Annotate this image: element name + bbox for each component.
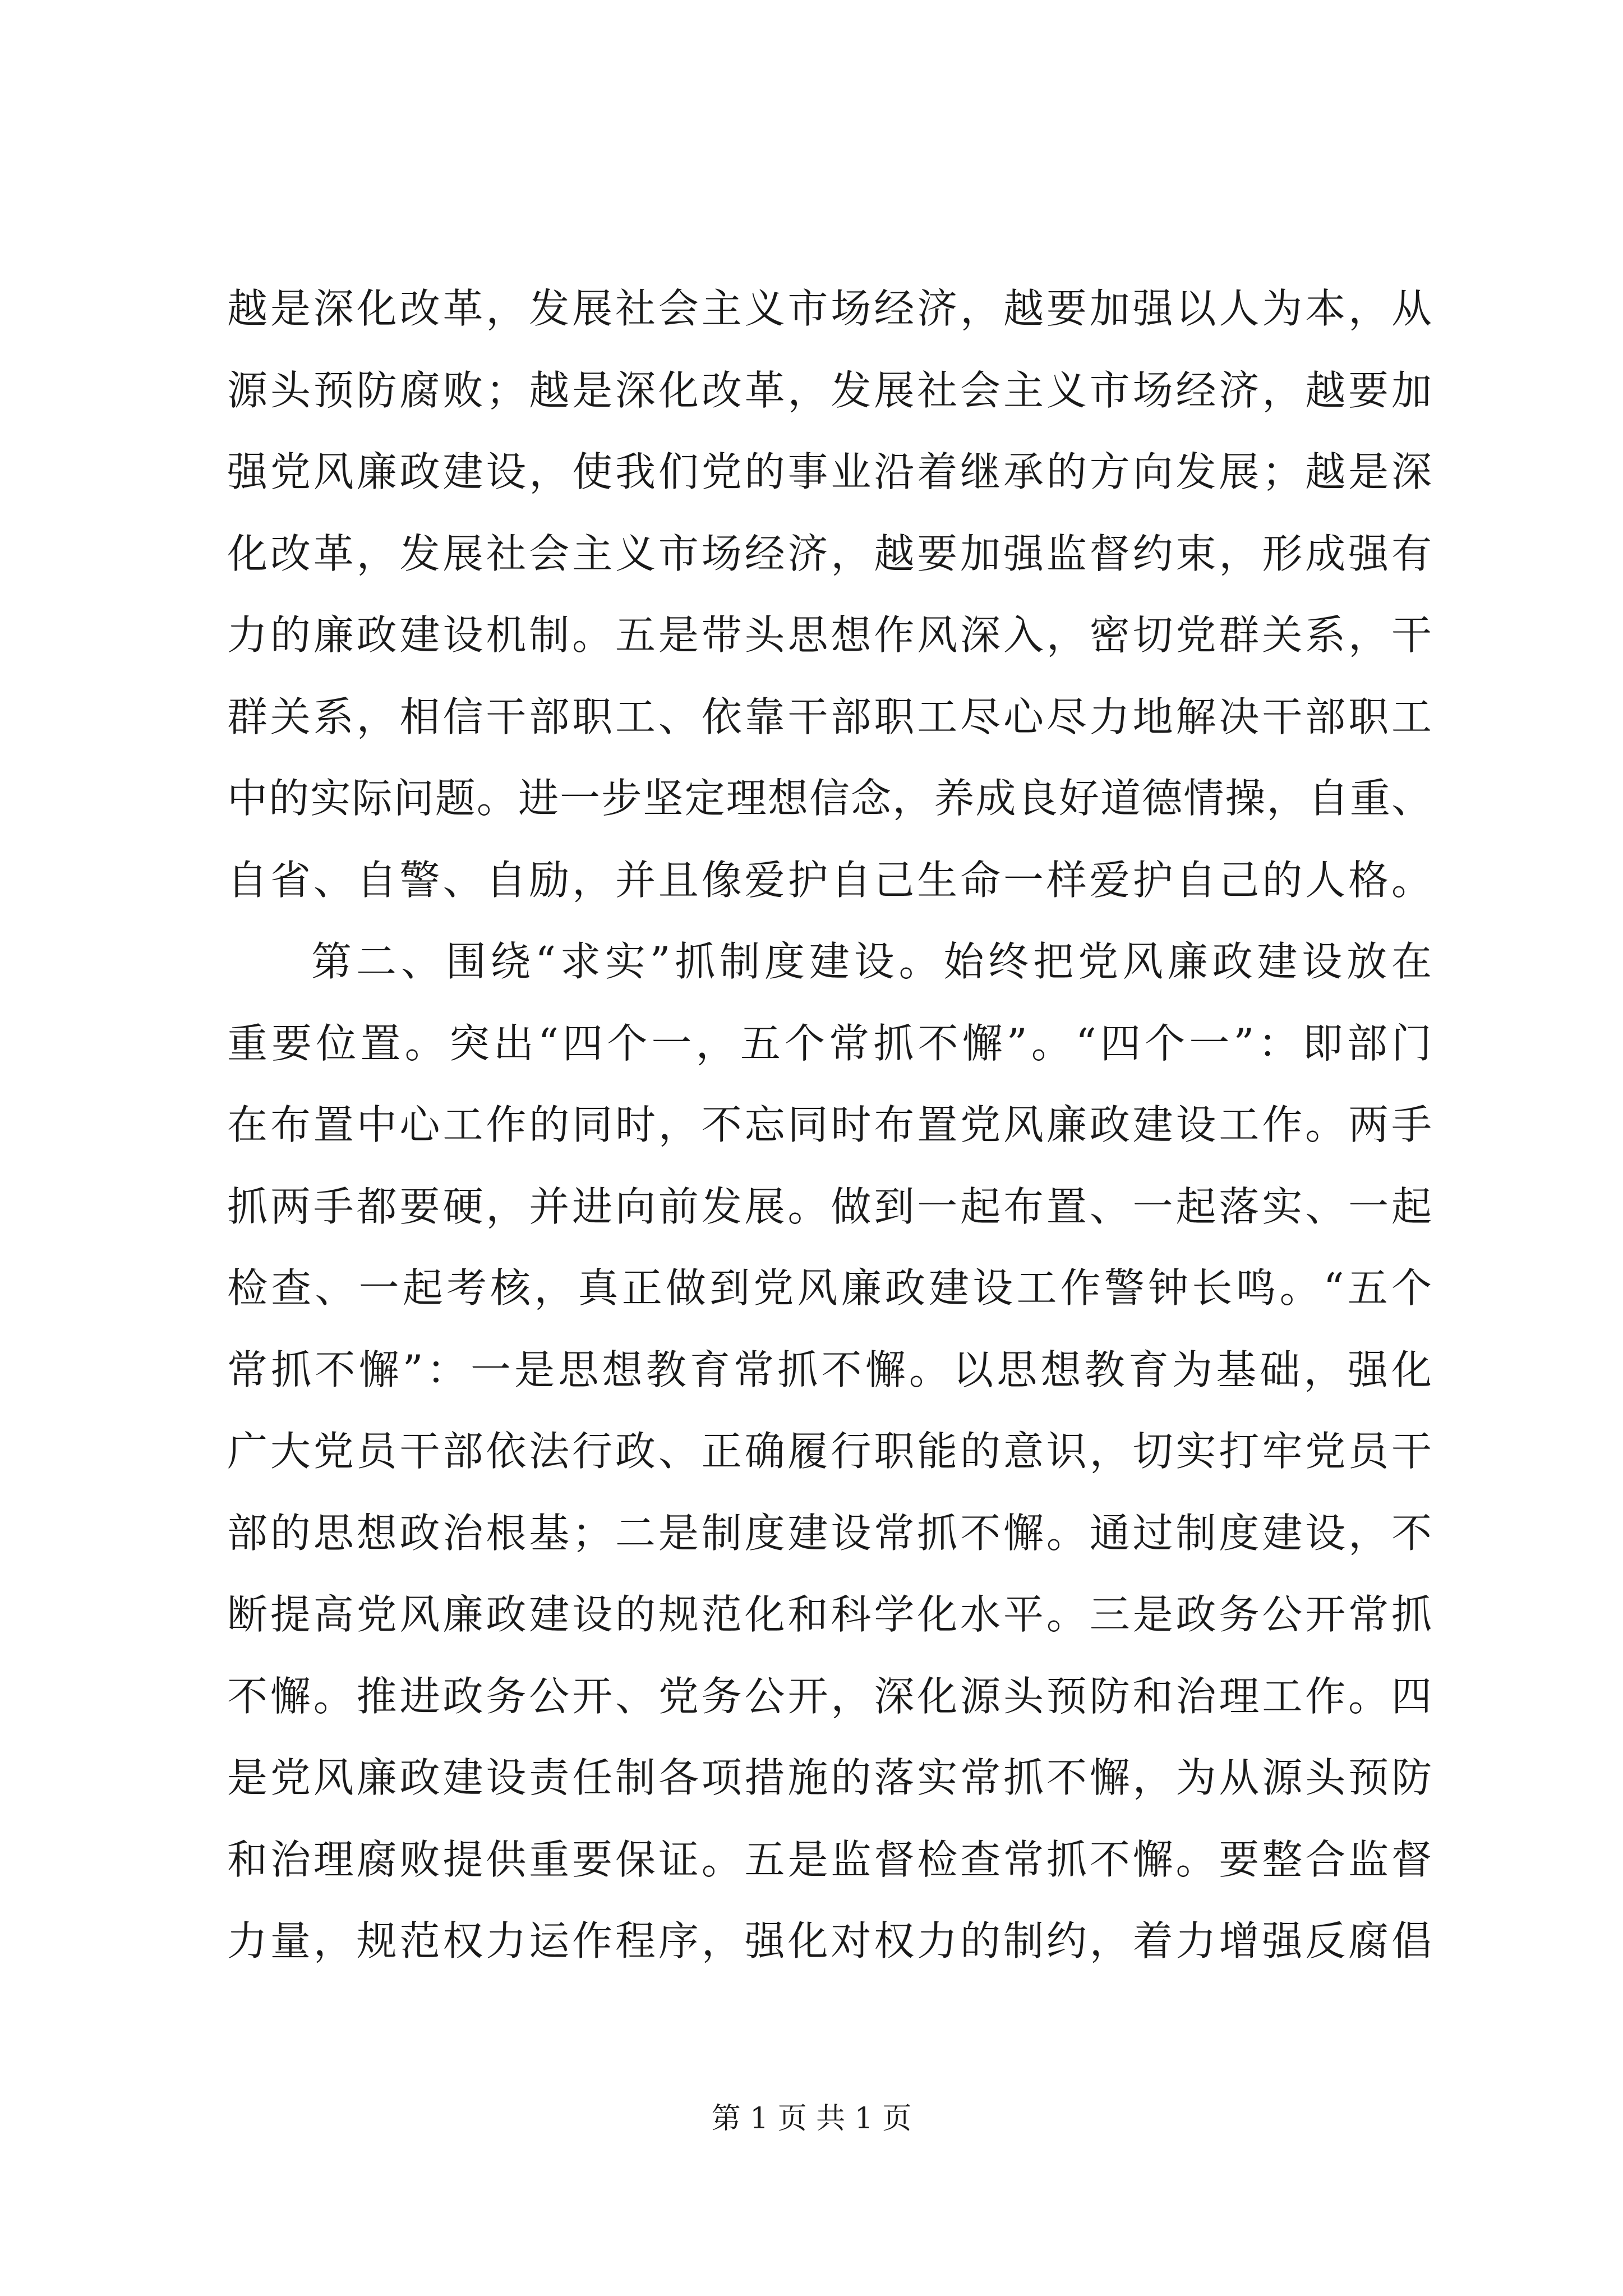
text-line: 中的实际问题。进一步坚定理想信念，养成良好道德情操，自重、	[227, 775, 1433, 822]
text-line: 不懈。推进政务公开、党务公开，深化源头预防和治理工作。四	[227, 1672, 1433, 1720]
text-line: 是党风廉政建设责任制各项措施的落实常抓不懈，为从源头预防	[227, 1754, 1433, 1801]
text-line: 重要位置。突出“四个一，五个常抓不懈”。“四个一”：即部门	[227, 1019, 1433, 1067]
text-line: 力的廉政建设机制。五是带头思想作风深入，密切党群关系，干	[227, 611, 1433, 659]
text-line: 检查、一起考核，真正做到党风廉政建设工作警钟长鸣。“五个	[227, 1264, 1433, 1312]
paragraph-first-line: 第二、围绕“求实”抓制度建设。始终把党风廉政建设放在	[311, 938, 1433, 985]
page-number-label: 第 1 页 共 1 页	[711, 2102, 912, 2136]
text-line: 源头预防腐败；越是深化改革，发展社会主义市场经济，越要加	[227, 366, 1433, 414]
text-line: 常抓不懈”：一是思想教育常抓不懈。以思想教育为基础，强化	[227, 1346, 1433, 1393]
page-footer	[0, 2099, 1623, 2138]
text-line: 部的思想政治根基；二是制度建设常抓不懈。通过制度建设，不	[227, 1509, 1433, 1557]
text-line: 断提高党风廉政建设的规范化和科学化水平。三是政务公开常抓	[227, 1591, 1433, 1638]
body-text	[227, 268, 1433, 1982]
text-line: 广大党员干部依法行政、正确履行职能的意识，切实打牢党员干	[227, 1428, 1433, 1475]
text-line: 力量，规范权力运作程序，强化对权力的制约，着力增强反腐倡	[227, 1917, 1433, 1964]
text-line: 强党风廉政建设，使我们党的事业沿着继承的方向发展；越是深	[227, 448, 1433, 495]
text-line: 在布置中心工作的同时，不忘同时布置党风廉政建设工作。两手	[227, 1101, 1433, 1148]
text-line: 化改革，发展社会主义市场经济，越要加强监督约束，形成强有	[227, 530, 1433, 577]
text-line: 抓两手都要硬，并进向前发展。做到一起布置、一起落实、一起	[227, 1182, 1433, 1230]
text-line: 自省、自警、自励，并且像爱护自己生命一样爱护自己的人格。	[227, 856, 1433, 904]
text-line: 和治理腐败提供重要保证。五是监督检查常抓不懈。要整合监督	[227, 1835, 1433, 1883]
text-line: 群关系，相信干部职工、依靠干部职工尽心尽力地解决干部职工	[227, 693, 1433, 740]
text-line: 越是深化改革，发展社会主义市场经济，越要加强以人为本，从	[227, 285, 1433, 332]
